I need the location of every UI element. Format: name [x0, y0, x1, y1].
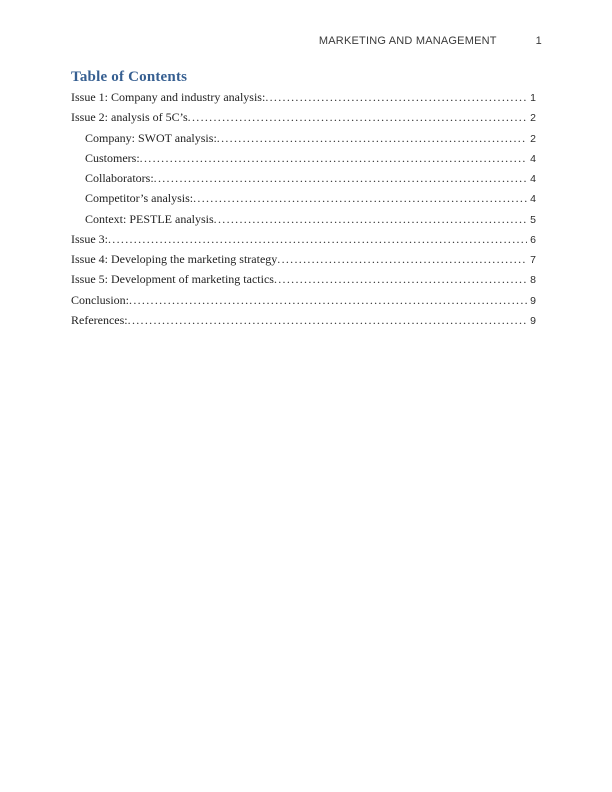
toc-entry-label: Issue 5: Development of marketing tactics: [71, 272, 274, 287]
toc-entry[interactable]: [71, 107, 536, 127]
toc-entry-label: Competitor’s analysis:: [85, 191, 194, 206]
toc-heading: Table of Contents: [71, 69, 188, 85]
toc-entry-page: 2: [530, 132, 536, 145]
toc-entry[interactable]: [71, 148, 536, 168]
toc-entry[interactable]: [71, 229, 536, 249]
toc-entry-label: Issue 3:: [71, 231, 108, 246]
toc-entry-page: 6: [530, 233, 536, 246]
toc-entry-label: Issue 2: analysis of 5C’s: [71, 110, 188, 125]
toc-entry-page: 4: [530, 173, 536, 186]
toc-entry-page: 9: [530, 294, 536, 307]
toc-dot-leader: [188, 107, 527, 127]
toc-dot-leader: [193, 188, 527, 208]
toc-entry-label: Customers:: [85, 150, 140, 165]
toc-entry-page: 4: [530, 152, 536, 165]
toc-dot-leader: [154, 168, 528, 188]
toc-entry[interactable]: [71, 209, 536, 229]
toc-dot-leader: [277, 249, 527, 269]
toc-entry-label: Issue 1: Company and industry analysis:: [71, 90, 266, 104]
toc-dot-leader: [217, 128, 527, 148]
toc-entry[interactable]: [71, 249, 536, 269]
toc-dot-leader: [274, 269, 527, 289]
toc-entry-page: 9: [530, 314, 536, 327]
toc-dot-leader: [265, 87, 527, 107]
toc-entry-label: Issue 4: Developing the marketing strategy: [71, 252, 278, 267]
toc-entry[interactable]: [71, 310, 536, 330]
page-header: [0, 36, 542, 47]
toc-dot-leader: [214, 209, 527, 229]
toc-entry[interactable]: [71, 188, 536, 208]
header-title: MARKETING AND MANAGEMENT: [318, 35, 497, 47]
toc-dot-leader: [108, 229, 527, 249]
toc-entry-label: Context: PESTLE analysis: [85, 211, 214, 226]
toc-entry-label: References:: [71, 312, 128, 327]
toc-entry-label: Collaborators:: [85, 171, 154, 186]
toc-entry[interactable]: [71, 87, 536, 107]
toc-entry-label: Company: SWOT analysis:: [85, 130, 217, 145]
header-page-number: 1: [535, 35, 542, 47]
toc-entry-page: 4: [530, 193, 536, 206]
toc-dot-leader: [128, 310, 528, 330]
toc-entry-page: 1: [530, 92, 536, 104]
toc-entry[interactable]: [71, 128, 536, 148]
toc-entry-page: 2: [530, 112, 536, 125]
toc-entry[interactable]: [71, 168, 536, 188]
toc-entry-page: 7: [530, 254, 536, 267]
toc-entry-page: 8: [530, 274, 536, 287]
toc-entry[interactable]: [71, 290, 536, 310]
toc-list: [71, 87, 536, 330]
toc-dot-leader: [129, 290, 527, 310]
toc-entry[interactable]: [71, 269, 536, 289]
toc-entry-label: Conclusion:: [71, 292, 130, 307]
toc-entry-page: 5: [530, 213, 536, 226]
toc-dot-leader: [140, 148, 527, 168]
